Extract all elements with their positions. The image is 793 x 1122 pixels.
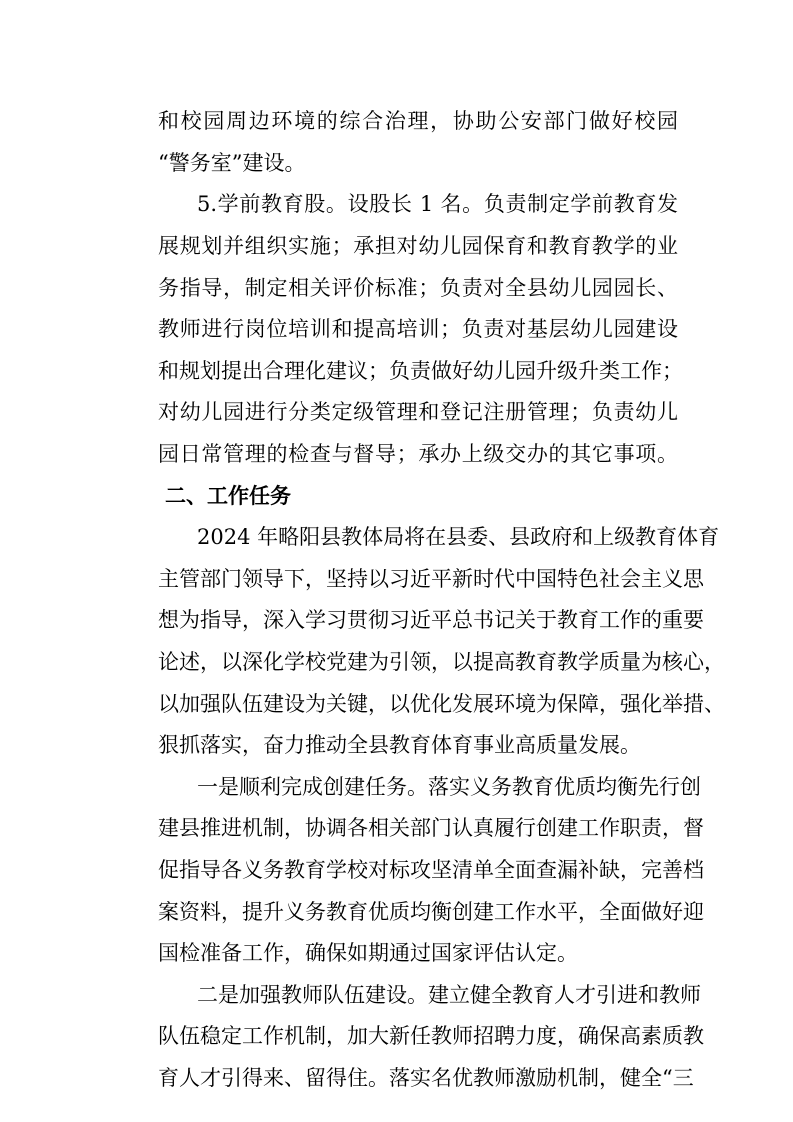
text-line: 务指导，制定相关评价标准；负责对全县幼儿园园长、 <box>158 276 678 300</box>
text-line: 案资料，提升义务教育优质均衡创建工作水平，全面做好迎 <box>158 900 704 924</box>
text-line: 主管部门领导下，坚持以习近平新时代中国特色社会主义思 <box>158 567 704 591</box>
text-line: 和校园周边环境的综合治理，协助公安部门做好校园 <box>158 109 678 133</box>
text-line: 5.学前教育股。设股长 1 名。负责制定学前教育发 <box>197 192 678 216</box>
text-line: 园日常管理的检查与督导；承办上级交办的其它事项。 <box>158 442 678 466</box>
text-line: 以加强队伍建设为关键，以优化发展环境为保障，强化举措、 <box>158 692 725 716</box>
text-line: 一是顺利完成创建任务。落实义务教育优质均衡先行创 <box>197 775 701 799</box>
text-line: “警务室”建设。 <box>158 151 306 175</box>
text-line: 建县推进机制，协调各相关部门认真履行创建工作职责，督 <box>158 816 704 840</box>
text-line: 论述，以深化学校党建为引领，以提高教育教学质量为核心， <box>158 650 725 674</box>
text-line: 对幼儿园进行分类定级管理和登记注册管理；负责幼儿 <box>158 400 678 424</box>
text-line: 狠抓落实，奋力推动全县教育体育事业高质量发展。 <box>158 733 641 757</box>
text-line: 促指导各义务教育学校对标攻坚清单全面查漏补缺，完善档 <box>158 858 704 882</box>
text-line: 2024 年略阳县教体局将在县委、县政府和上级教育体育 <box>197 525 720 549</box>
text-line: 和规划提出合理化建议；负责做好幼儿园升级升类工作； <box>158 359 683 383</box>
text-line: 展规划并组织实施；承担对幼儿园保育和教育教学的业 <box>158 234 678 258</box>
text-line: 想为指导，深入学习贯彻习近平总书记关于教育工作的重要 <box>158 608 704 632</box>
text-line: 二是加强教师队伍建设。建立健全教育人才引进和教师 <box>197 983 701 1007</box>
text-line: 教师进行岗位培训和提高培训；负责对基层幼儿园建设 <box>158 317 678 341</box>
text-line: 育人才引得来、留得住。落实名优教师激励机制，健全“三 <box>158 1066 694 1090</box>
section-heading: 二、工作任务 <box>165 484 291 508</box>
text-line: 队伍稳定工作机制，加大新任教师招聘力度，确保高素质教 <box>158 1024 704 1048</box>
text-line: 国检准备工作，确保如期通过国家评估认定。 <box>158 941 578 965</box>
